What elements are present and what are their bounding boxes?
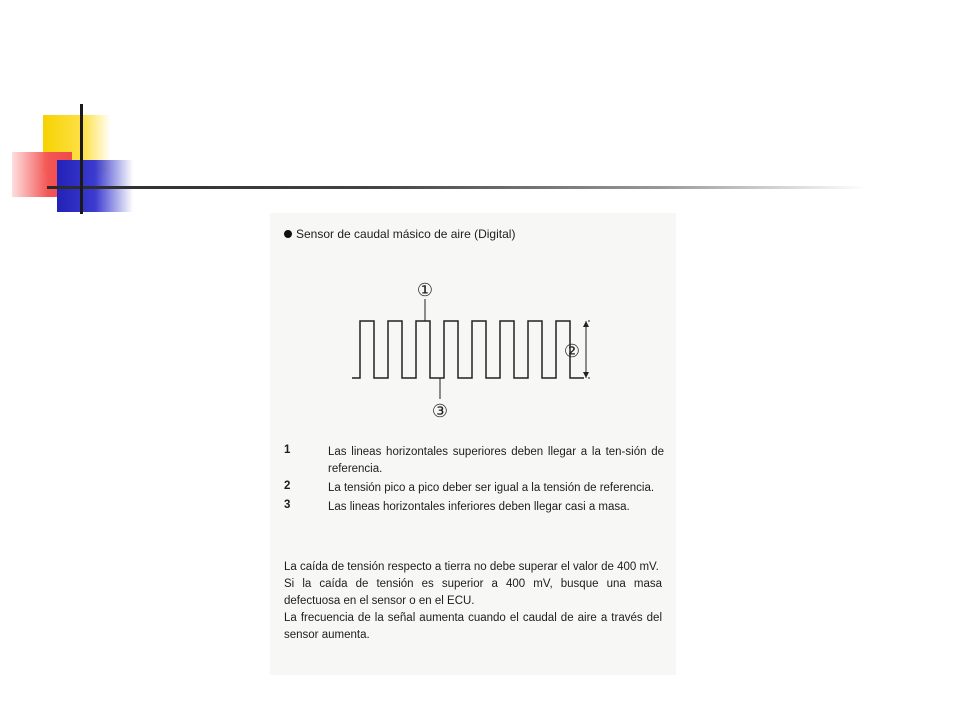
square-wave-signal (352, 321, 584, 378)
note-text: Las lineas horizontales inferiores deben llegar casi a masa. (328, 501, 630, 513)
note-text: La tensión pico a pico deber ser igual a la tensión de referencia. (328, 482, 655, 494)
numbered-notes (284, 444, 664, 518)
note-item (284, 480, 664, 497)
note-item (284, 499, 664, 516)
paragraph-line: La frecuencia de la señal aumenta cuando el caudal de aire a través del sensor aumenta. (284, 612, 662, 641)
document-title: Sensor de caudal másico de aire (Digital) (296, 227, 516, 241)
amplitude-arrow (583, 321, 589, 378)
note-number: 1 (284, 444, 291, 456)
note-number: 3 (284, 499, 291, 511)
scanned-document (270, 213, 676, 675)
explanation-paragraph (284, 559, 662, 644)
decor-horizontal-rule (47, 186, 867, 189)
paragraph-line: La caída de tensión respecto a tierra no debe superar el valor de 400 mV. (284, 561, 659, 573)
decor-vertical-rule (80, 104, 83, 214)
marker-three-label: ③ (431, 401, 449, 422)
note-item (284, 444, 664, 478)
marker-two-label: ② (563, 341, 581, 362)
paragraph-line: Si la caída de tensión es superior a 400 mV, busque una masa defectuosa en el sensor o en el ECU. (284, 578, 662, 607)
note-number: 2 (284, 480, 291, 492)
square-wave-diagram (270, 213, 676, 443)
note-text: Las lineas horizontales superiores deben llegar a la ten-sión de referencia. (328, 446, 664, 475)
marker-one-label: ① (416, 280, 434, 301)
